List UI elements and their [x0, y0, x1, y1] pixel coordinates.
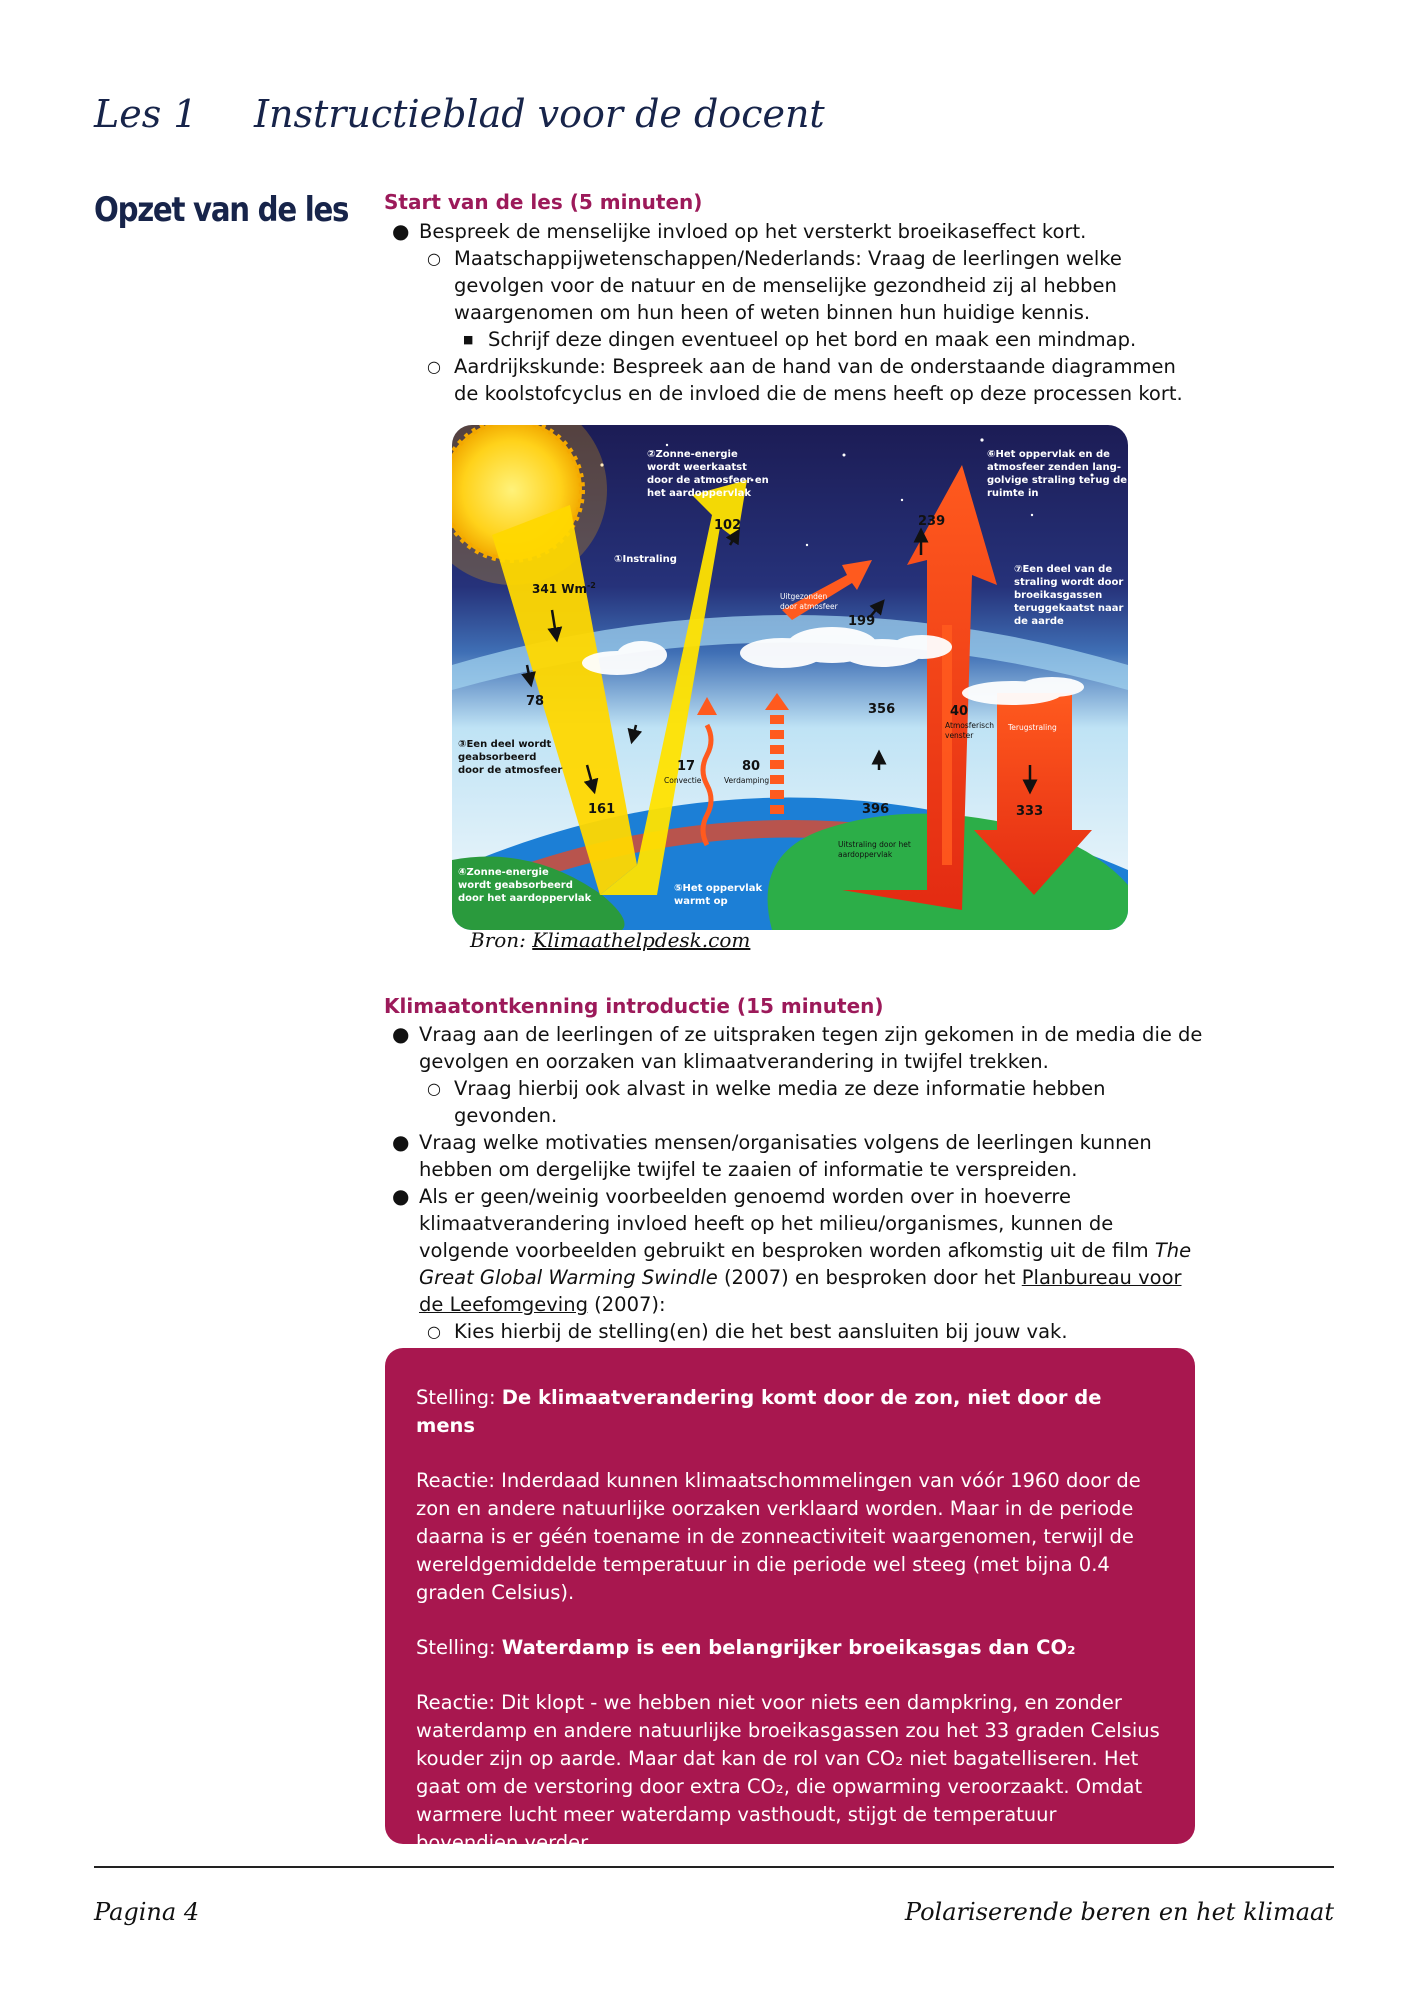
star — [806, 544, 808, 546]
source-link[interactable]: Klimaathelpdesk.com — [532, 928, 751, 952]
footer-title: Polariserende beren en het klimaat — [904, 1898, 1334, 1926]
list-item: ● Vraag aan de leerlingen of ze uitspraken tegen zijn gekomen in de media die de gevolgen en oorzaken van klimaatverandering in twijfel trekken. — [392, 1022, 1203, 1073]
response-1: Reactie: Inderdaad kunnen klimaatschommelingen van vóór 1960 door de zon en andere natuurlijke oorzaken verklaard worden. Maar in de periode daarna is er géén toename in de zonneactiviteit waargenomen, terwijl de wereldgemiddelde temperatuur in die periode wel steeg (met bijna 0.4 graden Celsius). — [416, 1469, 1141, 1604]
list-item-text: Vraag hierbij ook alvast in welke media ze deze informatie hebben gevonden. — [454, 1077, 1106, 1127]
list-item-text: Schrijf deze dingen eventueel op het bord en maak een mindmap. — [488, 328, 1137, 351]
footer-divider — [94, 1866, 1334, 1868]
statements-callout-box — [385, 1348, 1195, 1854]
lesson-label: Les 1 — [94, 92, 198, 136]
value-199: 199 — [848, 614, 876, 629]
value-161: 161 — [588, 802, 616, 817]
start-section-title: Start van de les (5 minuten) — [384, 190, 703, 214]
list-item: ● Als er geen/weinig voorbeelden genoemd worden over in hoeverre klimaatverandering invloed heeft op het milieu/organismes, kunnen de volgende voorbeelden gebruikt en besproken worden afkomstig uit de film The Great Global Warming Swindle (2007) en besproken door het Planbureau voor de Leefomgeving (2007): — [392, 1184, 1192, 1316]
value-341-exponent: -2 — [586, 581, 596, 590]
list-item-text: Kies hierbij de stelling(en) die het best aansluiten bij jouw vak. — [454, 1320, 1068, 1343]
star — [666, 444, 668, 446]
star — [1031, 514, 1033, 516]
label-uitgezonden: Uitgezonden door atmosfeer — [780, 592, 838, 611]
start-list — [384, 218, 1204, 407]
value-239: 239 — [918, 514, 946, 529]
value-80: 80 — [742, 759, 761, 774]
list-item-text: Bespreek de menselijke invloed op het versterkt broeikaseffect kort. — [419, 220, 1087, 243]
list-item-text: Aardrijkskunde: Bespreek aan de hand van de onderstaande diagrammen de koolstofcyclus en de invloed die de mens heeft op deze processen kort. — [454, 355, 1183, 405]
page-header — [94, 92, 1324, 152]
value-102: 102 — [714, 518, 742, 533]
label-terugstraling: Terugstraling — [1008, 723, 1057, 732]
value-17: 17 — [677, 759, 696, 774]
film-title: The Great Global Warming Swindle — [419, 1239, 1192, 1289]
list-item: ○ Vraag hierbij ook alvast in welke media ze deze informatie hebben gevonden. — [427, 1077, 1106, 1127]
denial-section-title: Klimaatontkenning introductie (15 minuten) — [384, 994, 884, 1018]
value-40: 40 — [950, 704, 969, 719]
label-instraling: ①Instraling — [614, 554, 677, 565]
label-uitstraling: Uitstraling door het aardoppervlak — [838, 840, 911, 859]
statement-text: Waterdamp is een belangrijker broeikasgas dan CO₂ — [501, 1636, 1076, 1659]
statement-text: De klimaatverandering komt door de zon, niet door de mens — [416, 1386, 1102, 1437]
page-title: Instructieblad voor de docent — [254, 92, 825, 136]
statement-1 — [416, 1384, 1164, 1440]
star — [901, 499, 903, 501]
list-item: ○ Aardrijkskunde: Bespreek aan de hand van de onderstaande diagrammen de koolstofcyclus en de invloed die de mens heeft op deze processen kort. — [427, 355, 1183, 405]
caption-prefix: Bron: — [470, 928, 533, 952]
response-2: Reactie: Dit klopt - we hebben niet voor niets een dampkring, en zonder waterdamp en andere natuurlijke broeikasgassen zou het 33 graden Celsius kouder zijn op aarde. Maar dat kan de rol van CO₂ niet bagatelliseren. Het gaat om de verstoring door extra CO₂, die opwarming veroorzaakt. Omdat warmere lucht meer waterdamp vasthoudt, stijgt de temperatuur bovendien verder. — [416, 1691, 1160, 1854]
list-item: ○ Maatschappijwetenschappen/Nederlands: Vraag de leerlingen welke gevolgen voor de natuur en de menselijke gezondheid zij al hebben waargenomen om hun heen of weten binnen hun huidige kennis. — [427, 247, 1122, 324]
label-absorbed-surface: ④Zonne-energie wordt geabsorbeerd door het aardoppervlak — [458, 867, 592, 904]
list-item: ● Vraag welke motivaties mensen/organisaties volgens de leerlingen kunnen hebben om dergelijke twijfel te zaaien of informatie te verspreiden. — [392, 1130, 1152, 1181]
value-396: 396 — [862, 802, 890, 817]
value-78: 78 — [526, 694, 545, 709]
list-item-text: Vraag aan de leerlingen of ze uitspraken tegen zijn gekomen in de media die de gevolgen en oorzaken van klimaatverandering in twijfel trekken. — [419, 1023, 1203, 1073]
label-atmosferisch-venster: Atmosferisch venster — [945, 721, 994, 740]
greenhouse-effect-diagram — [452, 425, 1128, 930]
planbureau-link[interactable]: Planbureau voor de Leefomgeving — [419, 1266, 1182, 1316]
diagram-caption — [470, 928, 750, 952]
label-reflected: ②Zonne-energie wordt weerkaatst door de atmosfeer en het aardoppervlak — [647, 449, 769, 499]
svg-text:341 Wm-2 — [532, 581, 596, 596]
list-item-text: Maatschappijwetenschappen/Nederlands: Vraag de leerlingen welke gevolgen voor de natuur en de menselijke gezondheid zij al hebben waargenomen om hun heen of weten binnen hun huidige kennis. — [454, 247, 1122, 324]
list-item-text: (2007): — [587, 1293, 666, 1316]
label-verdamping: Verdamping — [724, 776, 770, 785]
section-heading: Opzet van de les — [94, 190, 349, 230]
label-absorbed-atmosphere: ③Een deel wordt geabsorbeerd door de atmosfeer — [458, 739, 563, 776]
list-item-text: Als er geen/weinig voorbeelden genoemd worden over in hoeverre klimaatverandering invloed heeft op het milieu/organismes, kunnen de volgende voorbeelden gebruikt en besproken worden afkomstig uit de film — [419, 1185, 1155, 1262]
label-surface-warms: ⑤Het oppervlak warmt op — [674, 883, 763, 907]
value-356: 356 — [868, 702, 896, 717]
page-number: Pagina 4 — [94, 1898, 200, 1926]
list-item: ■ Schrijf deze dingen eventueel op het bord en maak een mindmap. — [463, 328, 1137, 351]
value-341: 341 Wm — [532, 582, 587, 596]
statement-label: Stelling: — [416, 1636, 502, 1659]
label-longwave-out: ⑥Het oppervlak en de atmosfeer zenden lang- golvige straling terug de ruimte in — [987, 449, 1128, 499]
list-item: ○ Kies hierbij de stelling(en) die het best aansluiten bij jouw vak. — [427, 1320, 1068, 1343]
label-back-radiation-note: ⑦Een deel van de straling wordt door broeikasgassen teruggekaatst naar de aarde — [1014, 564, 1124, 627]
star — [843, 454, 846, 457]
value-333: 333 — [1016, 804, 1044, 819]
statement-label: Stelling: — [416, 1386, 502, 1409]
atmospheric-window-arrow — [942, 625, 952, 865]
label-convectie: Convectie — [664, 776, 702, 785]
star — [980, 438, 983, 441]
list-item-text: (2007) en besproken door het — [717, 1266, 1022, 1289]
statement-2 — [416, 1634, 1164, 1662]
list-item: ● Bespreek de menselijke invloed op het versterkt broeikaseffect kort. — [392, 219, 1087, 243]
list-item-text: Vraag welke motivaties mensen/organisaties volgens de leerlingen kunnen hebben om dergelijke twijfel te zaaien of informatie te verspreiden. — [419, 1131, 1152, 1181]
denial-list — [384, 1021, 1204, 1345]
